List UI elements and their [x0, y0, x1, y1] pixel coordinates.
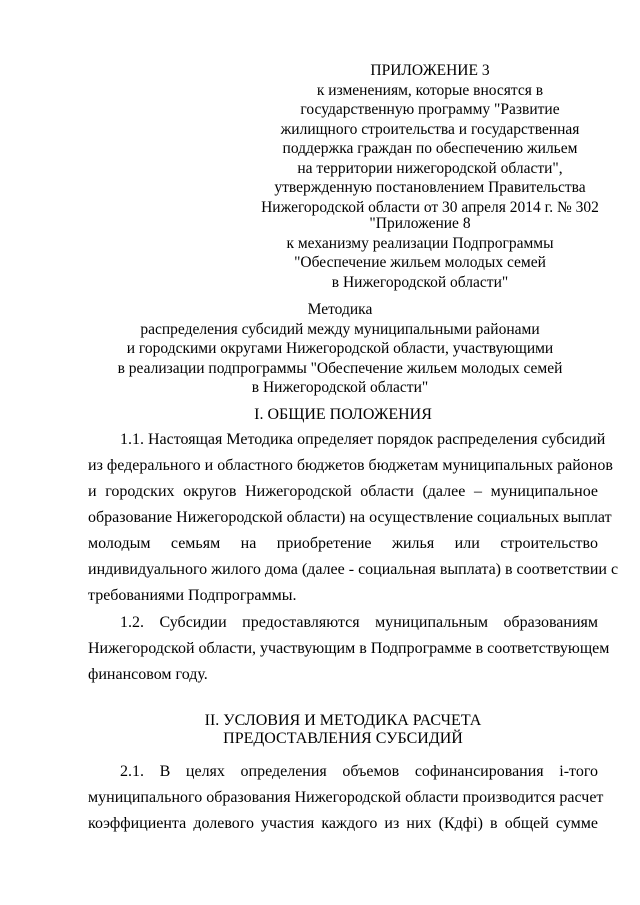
section1-paragraph-1 — [88, 427, 619, 609]
paragraph-line: из федерального и областного бюджетов бюджетам муниципальных районов — [88, 457, 613, 474]
paragraph-line: коэффициента долевого участия каждого из них (Кдфi) в общей сумме — [88, 815, 598, 832]
appendix-line: ПРИЛОЖЕНИЕ 3 — [370, 62, 490, 79]
section2-title-line: ПРЕДОСТАВЛЕНИЯ СУБСИДИЙ — [223, 730, 463, 747]
section2-title — [88, 712, 598, 748]
appendix-line: к изменениям, которые вносятся в — [316, 81, 544, 99]
paragraph-line: финансовом году. — [88, 666, 208, 683]
section1-paragraph-2 — [88, 610, 610, 688]
appendix-line: жилищного строительства и государственная — [280, 120, 580, 138]
paragraph-line: 1.1. Настоящая Методика определяет порядок распределения субсидий — [120, 431, 606, 448]
annex8-line: к механизму реализации Подпрограммы — [286, 234, 554, 252]
method-title-line: в реализации подпрограммы "Обеспечение жильем молодых семей — [117, 359, 563, 377]
method-title — [60, 300, 620, 398]
annex8-line: в Нижегородской области" — [331, 273, 509, 291]
paragraph-line: индивидуального жилого дома (далее - социальная выплата) в соответствии с — [88, 561, 619, 578]
appendix-line: государственную программу "Развитие — [300, 101, 560, 118]
appendix-line: утвержденную постановлением Правительства — [274, 179, 586, 196]
paragraph-line: муниципального образования Нижегородской области производится расчет — [88, 789, 604, 806]
paragraph-line: Нижегородской области, участвующим в Подпрограмме в соответствующем — [88, 640, 610, 657]
annex8-header — [250, 214, 590, 292]
section2-paragraph-1 — [88, 759, 604, 837]
method-title-line: и городскими округами Нижегородской области, участвующими — [126, 340, 554, 357]
appendix-line: Нижегородской области от 30 апреля 2014 г. № 302 — [261, 198, 599, 216]
appendix-line: на территории нижегородской области", — [297, 159, 563, 177]
method-title-line: Методика — [307, 301, 373, 318]
appendix-header — [220, 61, 640, 217]
paragraph-line: 1.2. Субсидии предоставляются муниципальным образованиям — [120, 614, 598, 631]
method-title-line: распределения субсидий между муниципальными районами — [140, 320, 540, 338]
paragraph-line: 2.1. В целях определения объемов софинансирования i-того — [120, 763, 598, 780]
paragraph-line: молодым семьям на приобретение жилья или строительство — [88, 535, 598, 552]
paragraph-line: и городских округов Нижегородской области (далее – муниципальное — [88, 483, 598, 500]
annex8-line: "Приложение 8 — [369, 215, 471, 232]
paragraph-line: требованиями Подпрограммы. — [88, 587, 297, 604]
appendix-line: поддержка граждан по обеспечению жильем — [282, 140, 578, 157]
section2-title-line: II. УСЛОВИЯ И МЕТОДИКА РАСЧЕТА — [204, 712, 482, 729]
section1-title: I. ОБЩИЕ ПОЛОЖЕНИЯ — [254, 406, 432, 423]
annex8-line: "Обеспечение жильем молодых семей — [294, 254, 546, 271]
paragraph-line: образование Нижегородской области) на осуществление социальных выплат — [88, 509, 612, 526]
method-title-line: в Нижегородской области" — [251, 379, 429, 396]
